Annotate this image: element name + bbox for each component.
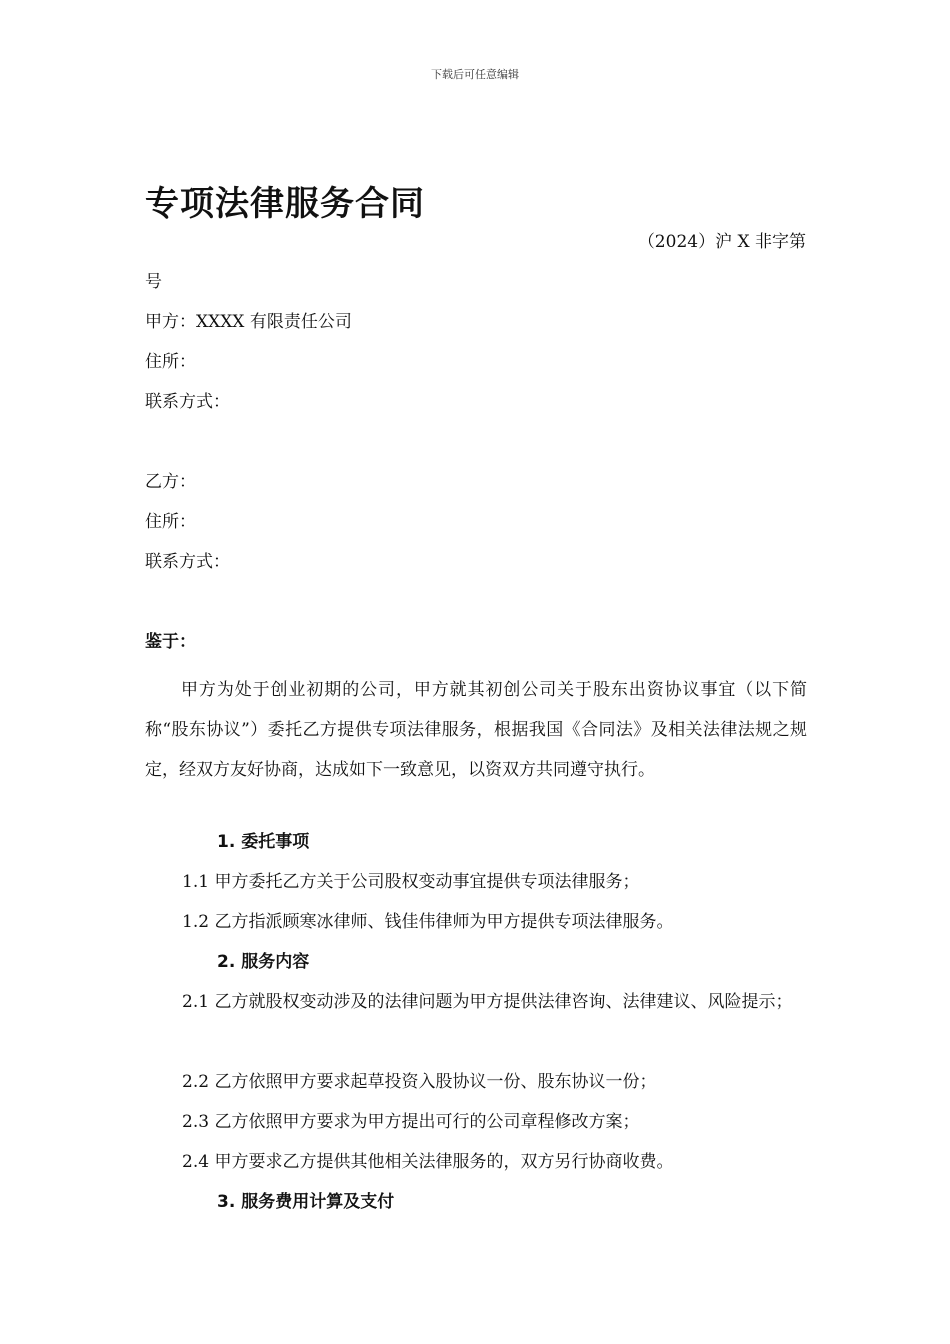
clause-2-4: 2.4 甲方要求乙方提供其他相关法律服务的，双方另行协商收费。 [182,1152,674,1172]
clause-1-1: 1.1 甲方委托乙方关于公司股权变动事宜提供专项法律服务； [182,872,640,892]
whereas-heading: 鉴于： [145,632,196,652]
section-heading-service-content: 2. 服务内容 [217,952,310,972]
header-note: 下载后可任意编辑 [431,68,519,81]
clause-2-3: 2.3 乙方依照甲方要求为甲方提出可行的公司章程修改方案； [182,1112,640,1132]
section-heading-service-fees: 3. 服务费用计算及支付 [217,1192,395,1212]
party-a-contact: 联系方式： [145,392,230,412]
contract-number: （2024）沪 X 非字第 [637,232,806,252]
page-title: 专项法律服务合同 [145,184,425,224]
party-b-address: 住所： [145,512,196,532]
party-b-contact: 联系方式： [145,552,230,572]
party-b-name: 乙方： [145,472,196,492]
party-a-name: 甲方：XXXX 有限责任公司 [145,312,352,332]
clause-2-1: 2.1 乙方就股权变动涉及的法律问题为甲方提供法律咨询、法律建议、风险提示； [182,992,793,1012]
contract-number-suffix: 号 [145,272,162,292]
clause-1-2: 1.2 乙方指派顾寒冰律师、钱佳伟律师为甲方提供专项法律服务。 [182,912,674,932]
whereas-paragraph: 甲方为处于创业初期的公司，甲方就其初创公司关于股东出资协议事宜（以下简称“股东协议”）委托乙方提供专项法律服务，根据我国《合同法》及相关法律法规之规定，经双方友好协商，达成如下一致意见，以资双方共同遵守执行。 [145,680,807,780]
section-heading-entrusted-matters: 1. 委托事项 [217,832,310,852]
party-a-address: 住所： [145,352,196,372]
clause-2-2: 2.2 乙方依照甲方要求起草投资入股协议一份、股东协议一份； [182,1072,657,1092]
